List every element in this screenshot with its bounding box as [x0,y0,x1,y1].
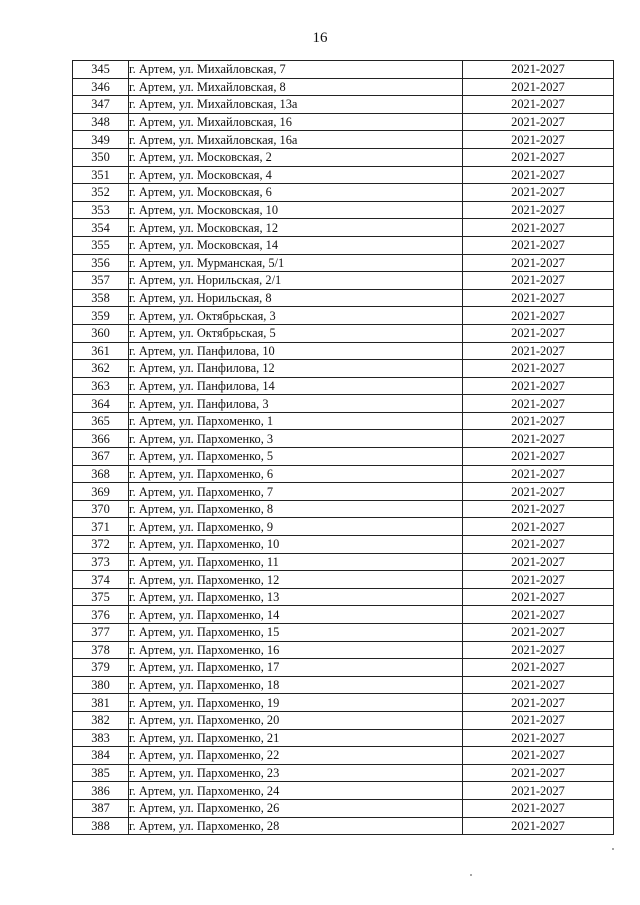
row-number-cell: 349 [73,131,129,149]
table-row [73,377,614,395]
period-cell: 2021-2027 [463,465,614,483]
row-number-cell: 382 [73,711,129,729]
table-row [73,131,614,149]
address-cell: г. Артем, ул. Панфилова, 3 [129,395,463,413]
address-cell: г. Артем, ул. Пархоменко, 15 [129,624,463,642]
table-row [73,483,614,501]
address-cell: г. Артем, ул. Пархоменко, 12 [129,571,463,589]
scan-speck [612,848,614,850]
address-cell: г. Артем, ул. Пархоменко, 14 [129,606,463,624]
period-cell: 2021-2027 [463,272,614,290]
period-cell: 2021-2027 [463,236,614,254]
row-number-cell: 387 [73,799,129,817]
address-cell: г. Артем, ул. Московская, 12 [129,219,463,237]
address-cell: г. Артем, ул. Мурманская, 5/1 [129,254,463,272]
row-number-cell: 376 [73,606,129,624]
table-row [73,307,614,325]
period-cell: 2021-2027 [463,747,614,765]
row-number-cell: 388 [73,817,129,835]
row-number-cell: 346 [73,78,129,96]
row-number-cell: 369 [73,483,129,501]
period-cell: 2021-2027 [463,289,614,307]
period-cell: 2021-2027 [463,78,614,96]
table-row [73,799,614,817]
address-table [72,60,614,835]
table-row [73,518,614,536]
period-cell: 2021-2027 [463,219,614,237]
period-cell: 2021-2027 [463,536,614,554]
period-cell: 2021-2027 [463,817,614,835]
address-cell: г. Артем, ул. Пархоменко, 28 [129,817,463,835]
address-table-body [73,61,614,835]
row-number-cell: 375 [73,588,129,606]
period-cell: 2021-2027 [463,764,614,782]
table-row [73,448,614,466]
period-cell: 2021-2027 [463,254,614,272]
table-row [73,694,614,712]
address-cell: г. Артем, ул. Пархоменко, 13 [129,588,463,606]
row-number-cell: 361 [73,342,129,360]
table-row [73,500,614,518]
row-number-cell: 355 [73,236,129,254]
period-cell: 2021-2027 [463,711,614,729]
row-number-cell: 354 [73,219,129,237]
address-cell: г. Артем, ул. Пархоменко, 22 [129,747,463,765]
period-cell: 2021-2027 [463,201,614,219]
address-cell: г. Артем, ул. Пархоменко, 26 [129,799,463,817]
table-row [73,166,614,184]
period-cell: 2021-2027 [463,377,614,395]
address-cell: г. Артем, ул. Пархоменко, 1 [129,412,463,430]
row-number-cell: 350 [73,148,129,166]
row-number-cell: 385 [73,764,129,782]
address-cell: г. Артем, ул. Панфилова, 12 [129,360,463,378]
row-number-cell: 374 [73,571,129,589]
address-cell: г. Артем, ул. Московская, 2 [129,148,463,166]
row-number-cell: 384 [73,747,129,765]
address-cell: г. Артем, ул. Норильская, 2/1 [129,272,463,290]
period-cell: 2021-2027 [463,148,614,166]
table-row [73,254,614,272]
table-row [73,659,614,677]
row-number-cell: 356 [73,254,129,272]
row-number-cell: 372 [73,536,129,554]
address-cell: г. Артем, ул. Михайловская, 7 [129,61,463,79]
table-row [73,711,614,729]
table-row [73,430,614,448]
row-number-cell: 351 [73,166,129,184]
table-row [73,184,614,202]
table-row [73,764,614,782]
table-row [73,113,614,131]
address-cell: г. Артем, ул. Пархоменко, 17 [129,659,463,677]
address-cell: г. Артем, ул. Пархоменко, 16 [129,641,463,659]
table-row [73,782,614,800]
address-cell: г. Артем, ул. Пархоменко, 11 [129,553,463,571]
address-cell: г. Артем, ул. Пархоменко, 8 [129,500,463,518]
row-number-cell: 353 [73,201,129,219]
address-cell: г. Артем, ул. Октябрьская, 5 [129,324,463,342]
period-cell: 2021-2027 [463,500,614,518]
period-cell: 2021-2027 [463,324,614,342]
address-cell: г. Артем, ул. Пархоменко, 18 [129,676,463,694]
table-row [73,412,614,430]
row-number-cell: 381 [73,694,129,712]
table-row [73,236,614,254]
row-number-cell: 345 [73,61,129,79]
table-row [73,78,614,96]
period-cell: 2021-2027 [463,624,614,642]
address-cell: г. Артем, ул. Панфилова, 14 [129,377,463,395]
row-number-cell: 380 [73,676,129,694]
row-number-cell: 362 [73,360,129,378]
scan-speck [470,874,472,876]
period-cell: 2021-2027 [463,694,614,712]
address-cell: г. Артем, ул. Пархоменко, 23 [129,764,463,782]
period-cell: 2021-2027 [463,166,614,184]
table-row [73,536,614,554]
row-number-cell: 373 [73,553,129,571]
table-row [73,96,614,114]
period-cell: 2021-2027 [463,659,614,677]
address-cell: г. Артем, ул. Пархоменко, 19 [129,694,463,712]
table-row [73,324,614,342]
row-number-cell: 363 [73,377,129,395]
table-row [73,588,614,606]
period-cell: 2021-2027 [463,553,614,571]
address-cell: г. Артем, ул. Пархоменко, 24 [129,782,463,800]
period-cell: 2021-2027 [463,184,614,202]
address-cell: г. Артем, ул. Панфилова, 10 [129,342,463,360]
row-number-cell: 348 [73,113,129,131]
period-cell: 2021-2027 [463,412,614,430]
address-cell: г. Артем, ул. Михайловская, 16а [129,131,463,149]
table-row [73,606,614,624]
address-cell: г. Артем, ул. Пархоменко, 20 [129,711,463,729]
period-cell: 2021-2027 [463,342,614,360]
period-cell: 2021-2027 [463,588,614,606]
table-row [73,272,614,290]
table-row [73,676,614,694]
table-row [73,395,614,413]
row-number-cell: 368 [73,465,129,483]
period-cell: 2021-2027 [463,571,614,589]
period-cell: 2021-2027 [463,131,614,149]
table-row [73,289,614,307]
address-cell: г. Артем, ул. Пархоменко, 10 [129,536,463,554]
period-cell: 2021-2027 [463,448,614,466]
table-row [73,747,614,765]
address-cell: г. Артем, ул. Московская, 10 [129,201,463,219]
address-cell: г. Артем, ул. Пархоменко, 6 [129,465,463,483]
table-row [73,201,614,219]
period-cell: 2021-2027 [463,61,614,79]
period-cell: 2021-2027 [463,395,614,413]
row-number-cell: 383 [73,729,129,747]
address-cell: г. Артем, ул. Норильская, 8 [129,289,463,307]
address-cell: г. Артем, ул. Михайловская, 8 [129,78,463,96]
table-row [73,641,614,659]
row-number-cell: 371 [73,518,129,536]
row-number-cell: 359 [73,307,129,325]
period-cell: 2021-2027 [463,113,614,131]
address-cell: г. Артем, ул. Пархоменко, 21 [129,729,463,747]
page-number: 16 [312,30,328,46]
table-row [73,729,614,747]
address-cell: г. Артем, ул. Михайловская, 13а [129,96,463,114]
row-number-cell: 360 [73,324,129,342]
address-cell: г. Артем, ул. Московская, 14 [129,236,463,254]
period-cell: 2021-2027 [463,641,614,659]
address-cell: г. Артем, ул. Октябрьская, 3 [129,307,463,325]
row-number-cell: 365 [73,412,129,430]
row-number-cell: 378 [73,641,129,659]
address-cell: г. Артем, ул. Московская, 6 [129,184,463,202]
table-row [73,360,614,378]
table-row [73,342,614,360]
period-cell: 2021-2027 [463,799,614,817]
table-row [73,624,614,642]
period-cell: 2021-2027 [463,430,614,448]
period-cell: 2021-2027 [463,782,614,800]
period-cell: 2021-2027 [463,729,614,747]
address-cell: г. Артем, ул. Московская, 4 [129,166,463,184]
table-row [73,553,614,571]
table-row [73,61,614,79]
row-number-cell: 366 [73,430,129,448]
row-number-cell: 364 [73,395,129,413]
row-number-cell: 352 [73,184,129,202]
address-cell: г. Артем, ул. Пархоменко, 7 [129,483,463,501]
table-row [73,465,614,483]
table-row [73,148,614,166]
period-cell: 2021-2027 [463,96,614,114]
row-number-cell: 347 [73,96,129,114]
address-cell: г. Артем, ул. Пархоменко, 3 [129,430,463,448]
address-cell: г. Артем, ул. Пархоменко, 5 [129,448,463,466]
period-cell: 2021-2027 [463,360,614,378]
address-cell: г. Артем, ул. Михайловская, 16 [129,113,463,131]
row-number-cell: 370 [73,500,129,518]
row-number-cell: 358 [73,289,129,307]
row-number-cell: 367 [73,448,129,466]
period-cell: 2021-2027 [463,676,614,694]
table-row [73,817,614,835]
table-row [73,571,614,589]
row-number-cell: 377 [73,624,129,642]
row-number-cell: 386 [73,782,129,800]
period-cell: 2021-2027 [463,307,614,325]
row-number-cell: 357 [73,272,129,290]
period-cell: 2021-2027 [463,483,614,501]
address-cell: г. Артем, ул. Пархоменко, 9 [129,518,463,536]
table-row [73,219,614,237]
period-cell: 2021-2027 [463,518,614,536]
period-cell: 2021-2027 [463,606,614,624]
row-number-cell: 379 [73,659,129,677]
